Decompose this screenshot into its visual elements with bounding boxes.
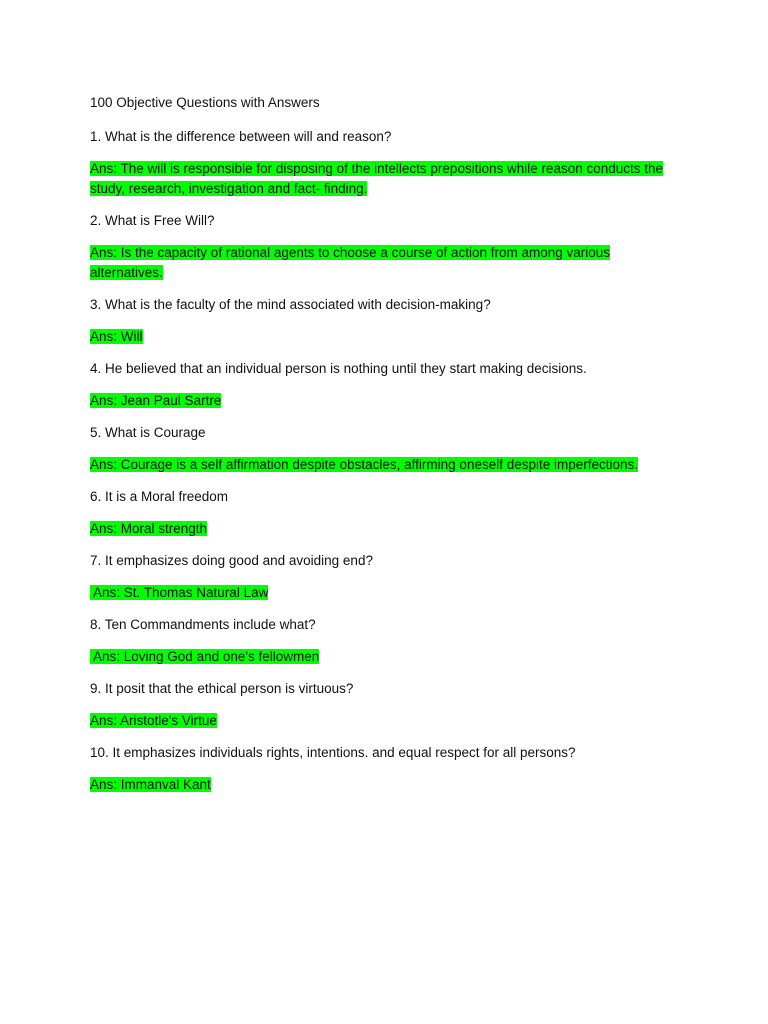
document-content [90, 93, 680, 807]
question-3: 3. What is the faculty of the mind associated with decision-making? [90, 297, 491, 312]
answer-highlight: Ans: Courage is a self affirmation despite obstacles, affirming oneself despite imperfections. [90, 457, 639, 472]
question-9: 9. It posit that the ethical person is virtuous? [90, 681, 354, 696]
question-5: 5. What is Courage [90, 425, 206, 440]
answer-7 [90, 583, 680, 603]
answer-highlight: Ans: Loving God and one's fellowmen [90, 649, 320, 664]
question-1: 1. What is the difference between will and reason? [90, 129, 392, 144]
answer-6 [90, 519, 680, 539]
answer-10 [90, 775, 680, 795]
question-8: 8. Ten Commandments include what? [90, 617, 316, 632]
answer-highlight: Ans: Will [90, 329, 143, 344]
answer-3 [90, 327, 680, 347]
document-title: 100 Objective Questions with Answers [90, 95, 320, 110]
question-10: 10. It emphasizes individuals rights, intentions. and equal respect for all persons? [90, 745, 576, 760]
answer-4 [90, 391, 680, 411]
question-6: 6. It is a Moral freedom [90, 489, 229, 504]
answer-1 [90, 159, 680, 199]
answer-highlight: Ans: Jean Paul Sartre [90, 393, 222, 408]
question-7: 7. It emphasizes doing good and avoiding end? [90, 553, 373, 568]
answer-highlight: Ans: Immanval Kant [90, 777, 211, 792]
answer-8 [90, 647, 680, 667]
answer-2 [90, 243, 680, 283]
answer-highlight: Ans: Moral strength [90, 521, 208, 536]
question-4: 4. He believed that an individual person is nothing until they start making decisions. [90, 361, 587, 376]
question-2: 2. What is Free Will? [90, 213, 215, 228]
answer-highlight: Ans: Is the capacity of rational agents to choose a course of action from among various alternatives. [90, 245, 611, 280]
answer-9 [90, 711, 680, 731]
answer-highlight: Ans: Aristotle's Virtue [90, 713, 217, 728]
answer-5 [90, 455, 680, 475]
answer-highlight: Ans: The will is responsible for disposing of the intellects prepositions while reason conducts the study, research, investigation and fact- finding. [90, 161, 664, 196]
answer-highlight: Ans: St. Thomas Natural Law [90, 585, 269, 600]
